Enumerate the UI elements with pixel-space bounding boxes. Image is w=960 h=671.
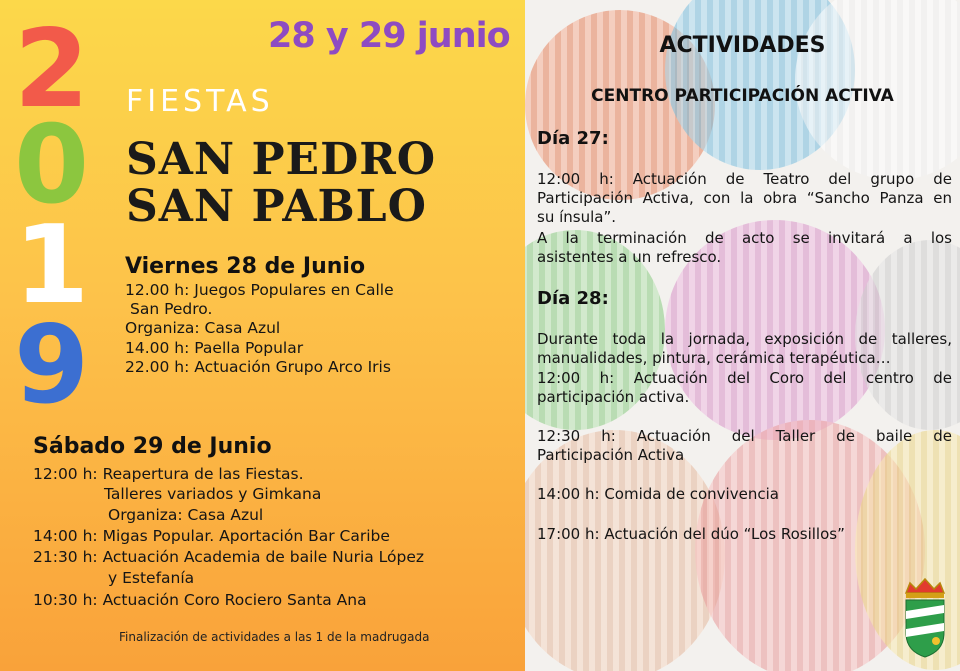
municipal-crest-icon	[902, 575, 948, 659]
day-28-line: Participación Activa	[537, 446, 685, 464]
saturday-line: 14:00 h: Migas Popular. Aportación Bar Caribe	[33, 527, 390, 545]
day-27-line: su ínsula”.	[537, 208, 616, 226]
friday-line: Organiza: Casa Azul	[125, 319, 281, 337]
saint-pedro-title: SAN PEDRO	[126, 134, 437, 185]
day-27-line: Participación Activa, con la obra “Sancho Panza en	[537, 189, 952, 207]
year-digit-9: 9	[14, 303, 90, 428]
day-28-heading: Día 28:	[537, 288, 609, 309]
day-27-line: 12:00 h: Actuación de Teatro del grupo de	[537, 170, 952, 188]
year-digit-0: 0	[14, 103, 90, 228]
friday-line: San Pedro.	[130, 300, 213, 318]
friday-line: 12.00 h: Juegos Populares en Calle	[125, 281, 394, 299]
day-28-line: 12:00 h: Actuación del Coro del centro de	[537, 369, 952, 387]
day-28-line: 17:00 h: Actuación del dúo “Los Rosillos”	[537, 525, 845, 543]
year-digit-1: 1	[14, 203, 90, 328]
friday-heading: Viernes 28 de Junio	[125, 254, 366, 279]
day-28-line: participación activa.	[537, 388, 690, 406]
day-27-line: asistentes a un refresco.	[537, 248, 722, 266]
saturday-line: Talleres variados y Gimkana	[104, 485, 322, 503]
saint-pablo-title: SAN PABLO	[126, 181, 427, 232]
saturday-heading: Sábado 29 de Junio	[33, 434, 272, 459]
saturday-line: y Estefanía	[108, 569, 195, 587]
closing-note: Finalización de actividades a las 1 de la madrugada	[119, 630, 430, 644]
event-dates: 28 y 29 junio	[268, 16, 510, 56]
saturday-line: Organiza: Casa Azul	[108, 506, 264, 524]
day-28-line: 12:30 h: Actuación del Taller de baile de	[537, 427, 952, 445]
day-28-line: 14:00 h: Comida de convivencia	[537, 485, 779, 503]
day-27-line: A la terminación de acto se invitará a los	[537, 229, 952, 247]
fiestas-label: FIESTAS	[126, 84, 274, 119]
saturday-line: 12:00 h: Reapertura de las Fiestas.	[33, 465, 304, 483]
activities-title: ACTIVIDADES	[659, 33, 826, 58]
saturday-line: 21:30 h: Actuación Academia de baile Nuria López	[33, 548, 425, 566]
day-27-heading: Día 27:	[537, 128, 609, 149]
friday-line: 14.00 h: Paella Popular	[125, 339, 304, 357]
day-28-line: manualidades, pintura, cerámica terapéutica…	[537, 349, 891, 367]
saturday-line: 10:30 h: Actuación Coro Rociero Santa Ana	[33, 591, 367, 609]
year-digit-2: 2	[14, 7, 90, 132]
activities-subtitle: CENTRO PARTICIPACIÓN ACTIVA	[591, 86, 894, 106]
friday-line: 22.00 h: Actuación Grupo Arco Iris	[125, 358, 391, 376]
right-activities-panel	[525, 0, 960, 671]
day-28-line: Durante toda la jornada, exposición de talleres,	[537, 330, 952, 348]
